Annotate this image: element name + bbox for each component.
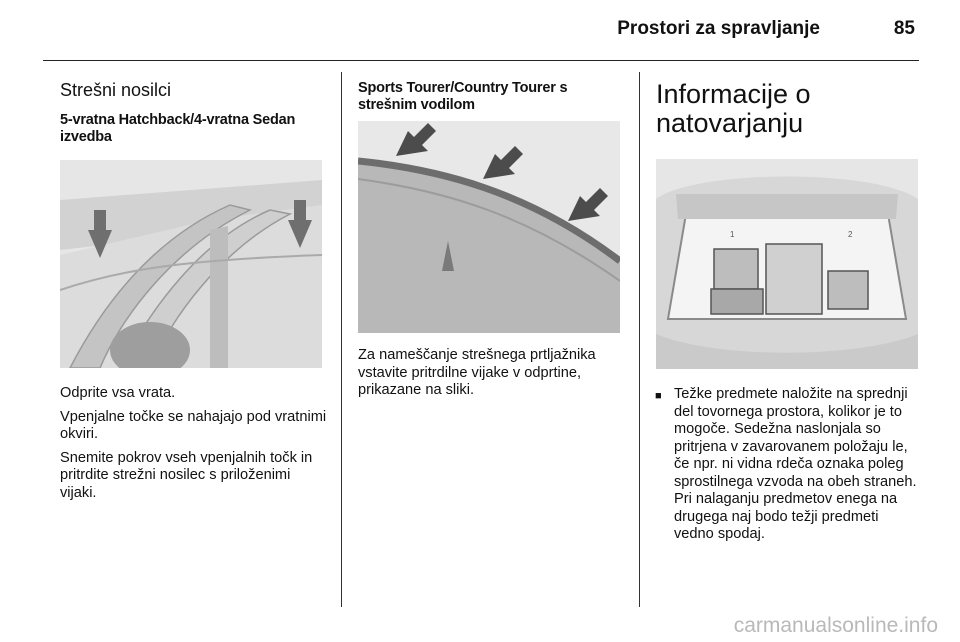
roof-rail-illustration (358, 121, 620, 333)
header-rule (43, 60, 919, 61)
column-3 (656, 80, 922, 544)
paragraph: Vpenjalne točke se nahajajo pod vratnimi okviri. (60, 408, 327, 442)
paragraph: Za nameščanje strešnega prtljažnika vstavite pritrdilne vijake v odprtine, prikazane na sliki. (358, 347, 596, 398)
bullet-square-icon: ■ (655, 390, 662, 402)
cargo-loading-illustration (656, 159, 918, 369)
header-title: Prostori za spravljanje (617, 18, 820, 39)
subheading-hatchback-sedan: 5-vratna Hatchback/4-vratna Sedan izvedba (60, 112, 296, 145)
column-2 (358, 80, 624, 406)
figure-label: 1 (730, 230, 735, 239)
column-1 (60, 80, 330, 508)
watermark: carmanualsonline.info (733, 614, 938, 637)
figure-label: 2 (848, 230, 853, 239)
paragraph: Odprite vsa vrata. (60, 385, 176, 401)
bullet-item (655, 386, 922, 544)
roof-rack-mounting-illustration (60, 160, 322, 368)
paragraph: Snemite pokrov vseh vpenjalnih točk in pritrdite strežni nosilec s priloženimi vijaki. (60, 449, 313, 501)
section-heading-loading-info: Informacije o natovarjanju (656, 79, 811, 138)
column-divider-2 (639, 72, 640, 607)
page-number: 85 (893, 18, 915, 39)
bullet-text: Težke predmete naložite na sprednji del tovornega prostora, kolikor je to mogoče. Sedežna naslonjala so pritrjena v zavarovanem položaju le, če npr. ni vidna rdeča oznaka poleg sprostilnega vzvoda na obeh straneh. Pri nalaganju predmetov enega na drugega naj bodo težji predmeti vedno spodaj. (674, 386, 917, 542)
subheading-sports-tourer: Sports Tourer/Country Tourer s strešnim vodilom (358, 80, 568, 113)
column-divider-1 (341, 72, 342, 607)
section-heading-roof-rack: Strešni nosilci (60, 80, 172, 100)
